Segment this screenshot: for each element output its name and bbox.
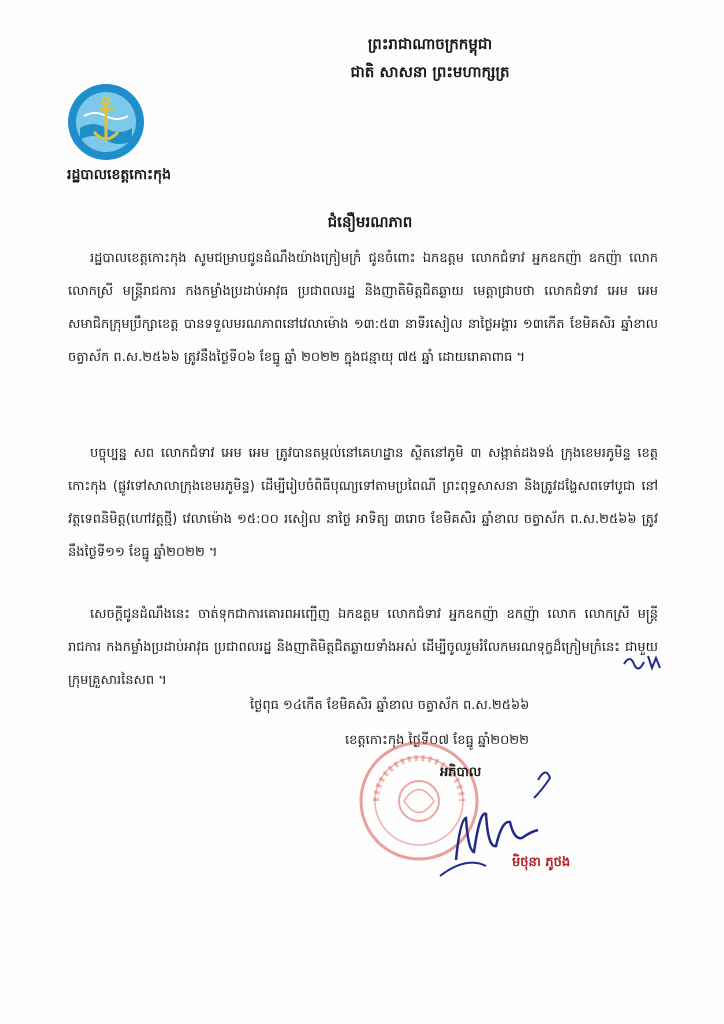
document-title: ជំនឿមរណភាព [327, 213, 413, 231]
lunar-date: ថ្ងៃពុធ ១៤កើត ខែមិគសិរ ឆ្នាំខាល ចត្វាស័ក ព.ស.២៥៦៦ [250, 698, 530, 713]
signer-name: មិថុនា ភូថង [512, 855, 571, 870]
paragraph-funeral-details: បច្ចុប្បន្ន សព លោកជំទាវ អេម អេម ត្រូវបានតម្កល់នៅគេហដ្ឋាន ស្ថិតនៅភូមិ ៣ សង្កាត់ដងទង់ ក្រុងខេមរភូមិន្ទ ខេត្តកោះកុង (ផ្លូវទៅសាលាក្រុងខេមរភូមិន្ទ) ដើម្បីរៀបចំពិធីបុណ្យទៅតាមប្រពៃណី ព្រះពុទ្ធសាសនា និងត្រូវដង្ហែសពទៅបូជា នៅវត្តទេពនិមិត្ត(ហៅវត្តថ្មី) វេលាម៉ោង ១៥:០០ រសៀល នាថ្ងៃ អាទិត្យ ៣រោច ខែមិគសិរ ឆ្នាំខាល ចត្វាស័ក ព.ស.២៥៦៦ ត្រូវនឹងថ្ងៃទី១១ ខែធ្នូ ឆ្នាំ២០២២ ។ [68, 446, 658, 560]
kingdom-title: ព្រះរាជាណាចក្រកម្ពុជា [367, 35, 493, 53]
national-motto: ជាតិ សាសនា ព្រះមហាក្សត្រ [350, 63, 510, 81]
national-header [300, 30, 560, 86]
paragraph-invitation: សេចក្តីជូនដំណឹងនេះ ចាត់ទុកជាការគោរពអញ្ជើញ ឯកឧត្តម លោកជំទាវ អ្នកឧកញ៉ា ឧកញ៉ា លោក លោកស្រី មន្ត្រីរាជការ កងកម្លាំងប្រដាប់អាវុធ ប្រជាពលរដ្ឋ និងញាតិមិត្តជិតឆ្ងាយទាំងអស់ ដើម្បីចូលរួមរំលែកមរណទុក្ខដ៏ក្រៀមក្រំនេះ ជាមួយក្រុមគ្រួសារនៃសព ។ [68, 607, 658, 688]
koh-kong-emblem-icon [66, 82, 146, 162]
provincial-administration: រដ្ឋបាលខេត្តកោះកុង [67, 167, 171, 183]
solar-date: ខេត្តកោះកុង ថ្ងៃទី០៧ ខែធ្នូ ឆ្នាំ២០២២ [345, 733, 529, 748]
signatory-title: អភិបាល [440, 765, 482, 780]
paragraph-announcement: រដ្ឋបាលខេត្តកោះកុង សូមជម្រាបជូនដំណឹងយ៉ាងក្រៀមក្រំ ជូនចំពោះ ឯកឧត្តម លោកជំទាវ អ្នកឧកញ៉ា ឧកញ៉ា លោក លោកស្រី មន្ត្រីរាជការ កងកម្លាំងប្រដាប់អាវុធ ប្រជាពលរដ្ឋ និងញាតិមិត្តជិតឆ្ងាយ មេត្តាជ្រាបថា លោកជំទាវ អេម អេម សមាជិកក្រុមប្រឹក្សាខេត្ត បានទទួលមរណភាពនៅវេលាម៉ោង ១៣:៥៣ នាទីរសៀល នាថ្ងៃអង្គារ ១៣កើត ខែមិគសិរ ឆ្នាំខាល ចត្វាស័ក ព.ស.២៥៦៦ ត្រូវនឹងថ្ងៃទី០៦ ខែធ្នូ ឆ្នាំ ២០២២ ក្នុងជន្មាយុ ៧៥ ឆ្នាំ ដោយរោគាពាធ ។ [68, 251, 658, 365]
handwritten-mark-icon [620, 650, 668, 674]
